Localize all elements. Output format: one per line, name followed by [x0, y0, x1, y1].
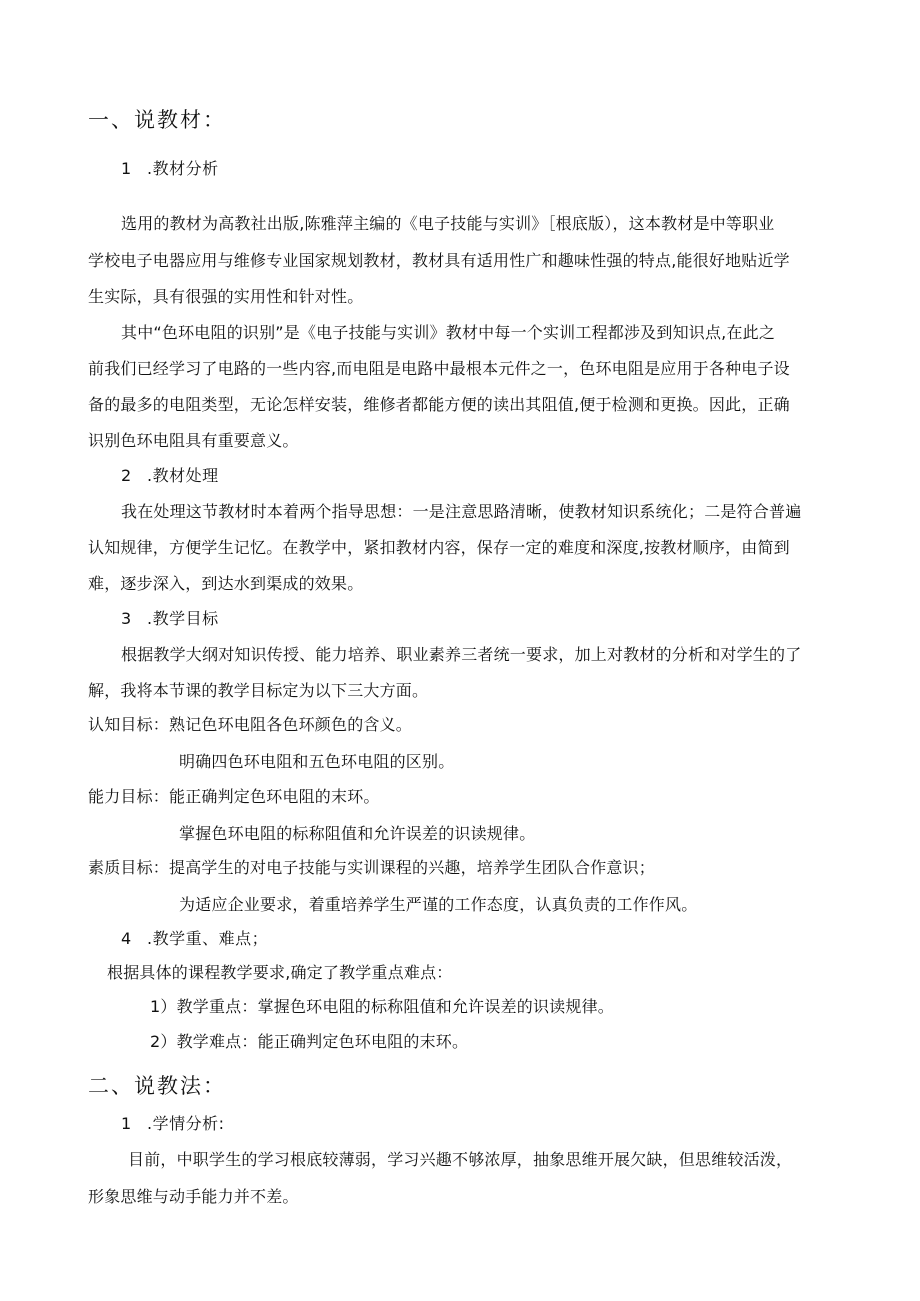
paragraph-line: 其中“色环电阻的识别”是《电子技能与实训》教材中每一个实训工程都涉及到知识点,在此之 [121, 323, 776, 342]
paragraph-line: 难，逐步深入，到达水到渠成的效果。 [88, 574, 364, 593]
section-2-heading: 二、说教法： [88, 1074, 226, 1098]
paragraph-line: 根据教学大纲对知识传授、能力培养、职业素养三者统一要求，加上对教材的分析和对学生的了 [121, 645, 802, 664]
section-1-heading: 一、说教材： [88, 108, 226, 132]
goal-quality: 素质目标：提高学生的对电子技能与实训课程的兴趣，培养学生团队合作意识； [88, 858, 656, 877]
paragraph-line: 备的最多的电阻类型，无论怎样安装，维修者都能方便的读出其阻值,便于检测和更换。因此，正确 [88, 395, 790, 414]
paragraph-line: 解，我将本节课的教学目标定为以下三大方面。 [88, 681, 429, 700]
goal-cognitive-continued: 明确四色环电阻和五色环电阻的区别。 [179, 752, 455, 771]
paragraph-line: 生实际，具有很强的实用性和针对性。 [88, 287, 364, 306]
paragraph-line: 根据具体的课程教学要求,确定了教学重点难点： [107, 963, 453, 982]
subheading-number: 1 [121, 1114, 132, 1133]
subheading-textbook-handling [121, 466, 219, 486]
paragraph-line: 识别色环电阻具有重要意义。 [88, 431, 299, 450]
subheading-title: .学情分析: [147, 1114, 225, 1133]
goal-ability: 能力目标：能正确判定色环电阻的末环。 [88, 787, 380, 806]
difficult-point: 2）教学难点：能正确判定色环电阻的末环。 [150, 1032, 469, 1051]
paragraph-line: 学校电子电器应用与维修专业国家规划教材，教材具有适用性广和趣味性强的特点,能很好地贴近学 [88, 251, 790, 270]
subheading-title: .教材分析 [147, 159, 219, 178]
subheading-teaching-goals [121, 609, 219, 629]
paragraph-line: 前我们已经学习了电路的一些内容,而电阻是电路中最根本元件之一，色环电阻是应用于各种电子设 [88, 359, 790, 378]
subheading-number: 3 [121, 609, 132, 628]
subheading-textbook-analysis [121, 159, 219, 179]
paragraph-line: 目前，中职学生的学习根底较薄弱，学习兴趣不够浓厚，抽象思维开展欠缺，但思维较活泼， [128, 1150, 793, 1169]
paragraph-line: 我在处理这节教材时本着两个指导思想：一是注意思路清晰，使教材知识系统化；二是符合普遍 [121, 502, 802, 521]
subheading-key-points [121, 929, 268, 949]
goal-ability-continued: 掌握色环电阻的标称阻值和允许误差的识读规律。 [179, 824, 536, 843]
goal-cognitive: 认知目标：熟记色环电阻各色环颜色的含义。 [88, 715, 413, 734]
key-point: 1）教学重点：掌握色环电阻的标称阻值和允许误差的识读规律。 [150, 997, 614, 1016]
subheading-title: .教学目标 [147, 609, 219, 628]
subheading-number: 4 [121, 929, 132, 948]
paragraph-line: 形象思维与动手能力并不差。 [88, 1187, 299, 1206]
paragraph-line: 认知规律，方便学生记忆。在教学中，紧扣教材内容，保存一定的难度和深度,按教材顺序，由简到 [88, 538, 790, 557]
subheading-number: 2 [121, 466, 132, 485]
subheading-number: 1 [121, 159, 132, 178]
subheading-title: .教材处理 [147, 466, 219, 485]
subheading-title: .教学重、难点； [147, 929, 269, 948]
paragraph-line: 选用的教材为高教社出版,陈雅萍主编的《电子技能与实训》［根底版），这本教材是中等职业 [121, 214, 775, 233]
goal-quality-continued: 为适应企业要求，着重培养学生严谨的工作态度，认真负责的工作作风。 [179, 895, 698, 914]
subheading-student-analysis [121, 1114, 224, 1134]
